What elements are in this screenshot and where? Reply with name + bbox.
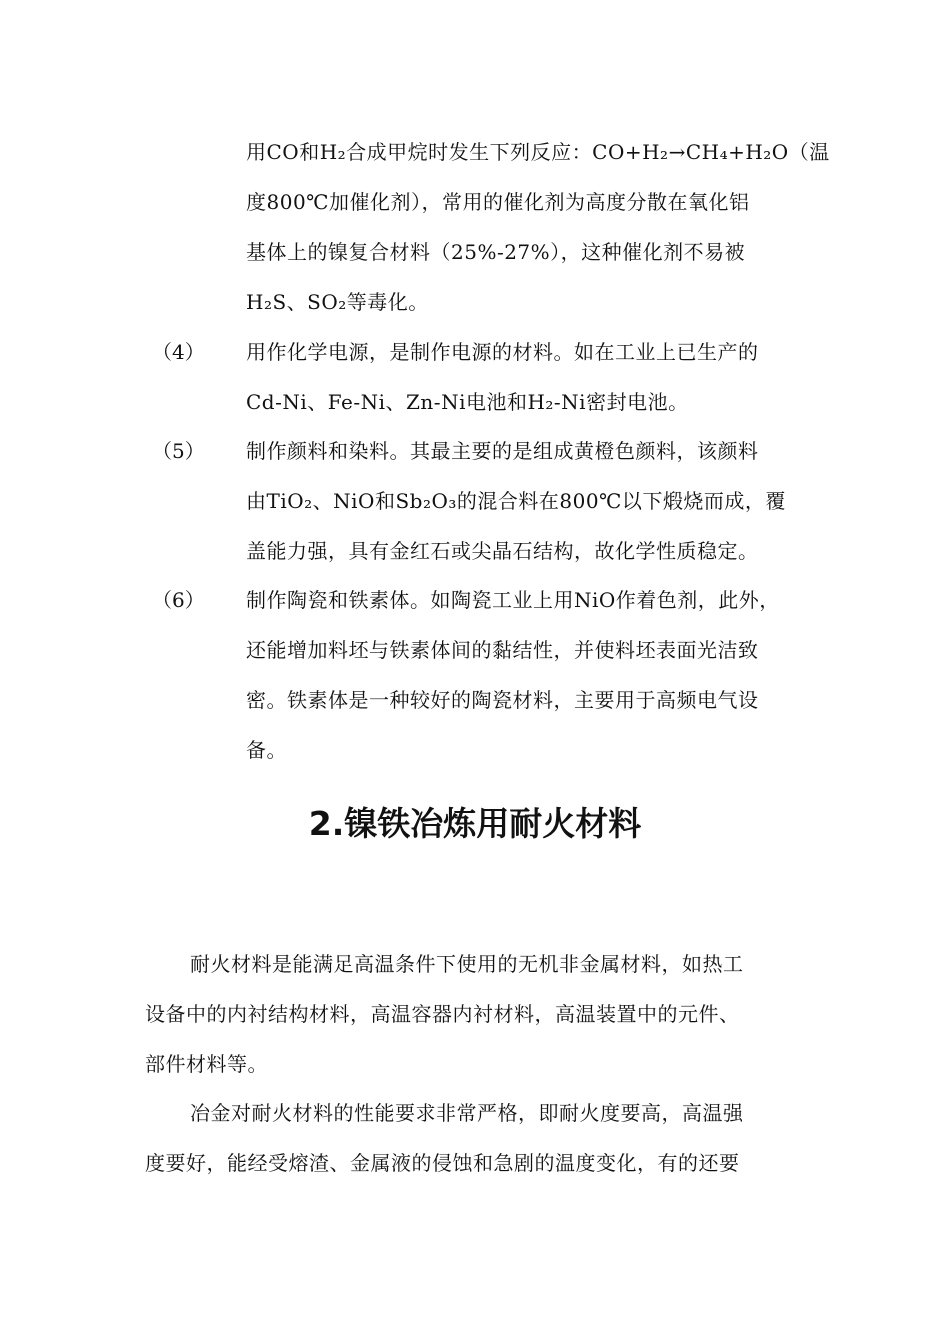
item3-line-2: 度800℃加催化剂），常用的催化剂为高度分散在氧化铝 xyxy=(246,190,750,214)
item6-line-2: 还能增加料坯与铁素体间的黏结性，并使料坯表面光洁致 xyxy=(246,638,759,662)
para1-line-3: 部件材料等。 xyxy=(145,1052,268,1076)
item6-number: （6） xyxy=(152,588,205,612)
para2-line-1: 冶金对耐火材料的性能要求非常严格，即耐火度要高，高温强 xyxy=(190,1101,744,1125)
para1-line-2: 设备中的内衬结构材料，高温容器内衬材料，高温装置中的元件、 xyxy=(145,1002,740,1026)
item3-line-1: 用CO和H₂合成甲烷时发生下列反应：CO+H₂→CH₄+H₂O（温 xyxy=(246,140,830,164)
item4-line-1: 用作化学电源，是制作电源的材料。如在工业上已生产的 xyxy=(246,340,759,364)
section-heading: 2.镍铁冶炼用耐火材料 xyxy=(308,804,642,843)
para2-line-2: 度要好，能经受熔渣、金属液的侵蚀和急剧的温度变化，有的还要 xyxy=(145,1151,740,1175)
para1-line-1: 耐火材料是能满足高温条件下使用的无机非金属材料，如热工 xyxy=(190,952,744,976)
item6-line-3: 密。铁素体是一种较好的陶瓷材料，主要用于高频电气设 xyxy=(246,688,759,712)
item6-line-4: 备。 xyxy=(246,738,287,762)
item4-line-2: Cd-Ni、Fe-Ni、Zn-Ni电池和H₂-Ni密封电池。 xyxy=(246,390,689,414)
item5-number: （5） xyxy=(152,439,205,463)
item3-line-3: 基体上的镍复合材料（25%-27%），这种催化剂不易被 xyxy=(246,240,746,264)
item6-line-1: 制作陶瓷和铁素体。如陶瓷工业上用NiO作着色剂，此外， xyxy=(246,588,780,612)
item4-number: （4） xyxy=(152,340,205,364)
item5-line-1: 制作颜料和染料。其最主要的是组成黄橙色颜料，该颜料 xyxy=(246,439,759,463)
item5-line-3: 盖能力强，具有金红石或尖晶石结构，故化学性质稳定。 xyxy=(246,539,759,563)
item3-line-4: H₂S、SO₂等毒化。 xyxy=(246,290,429,314)
item5-line-2: 由TiO₂、NiO和Sb₂O₃的混合料在800℃以下煅烧而成，覆 xyxy=(246,489,786,513)
